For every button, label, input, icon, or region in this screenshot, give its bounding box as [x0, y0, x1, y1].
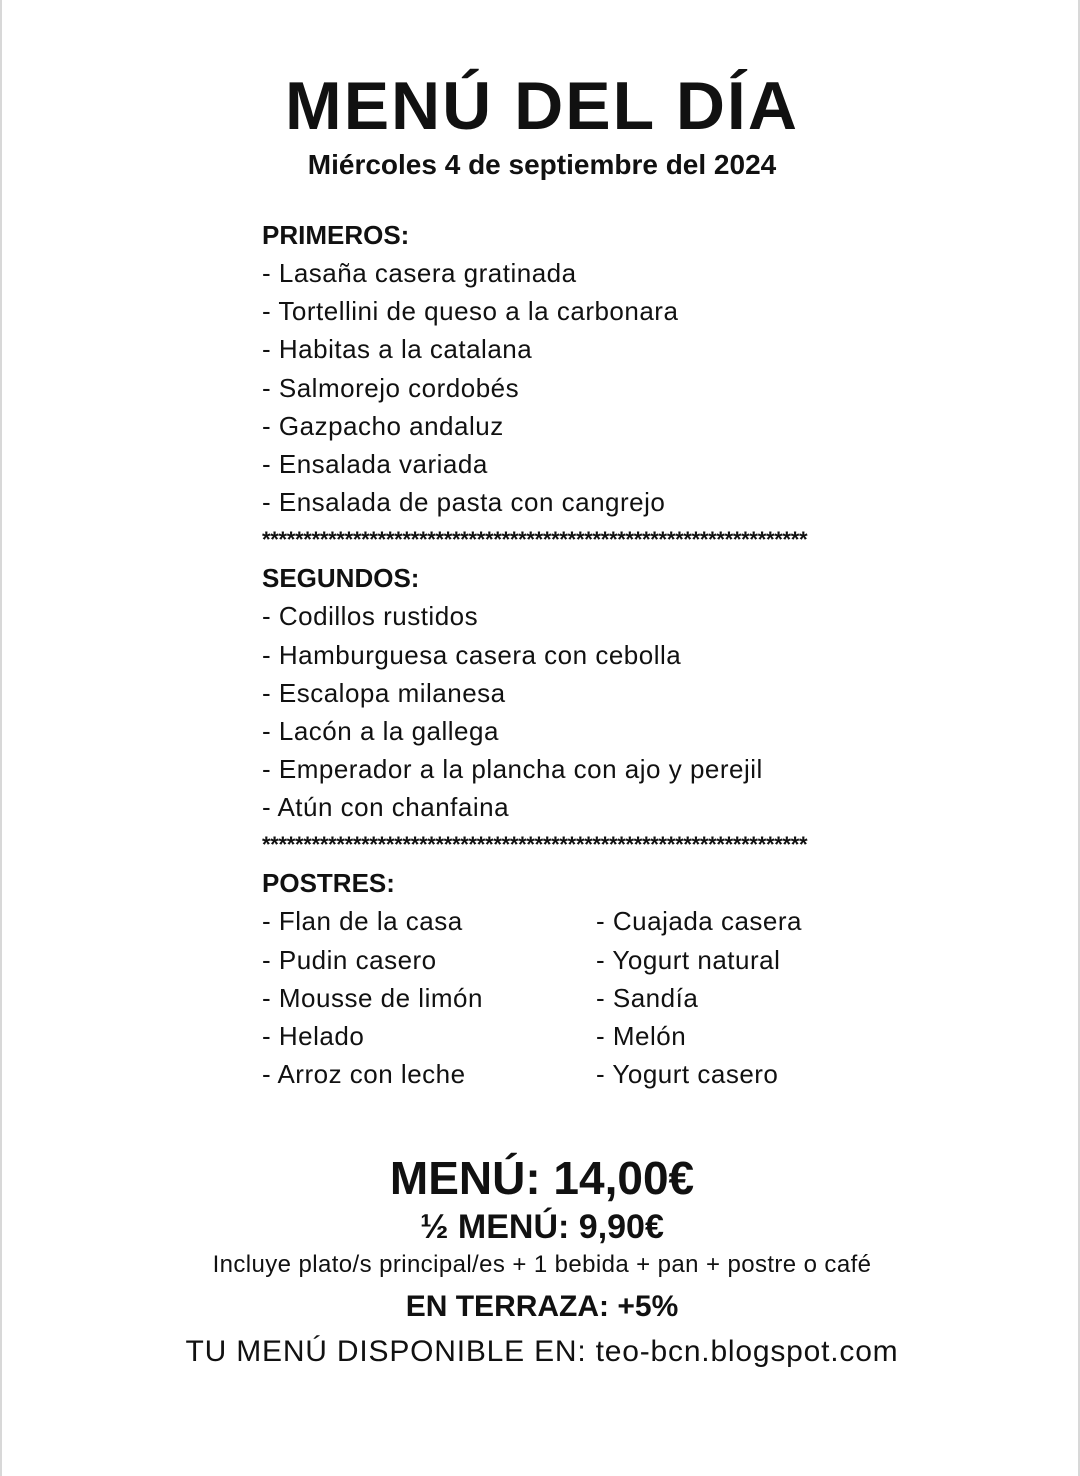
segundos-item: - Hamburguesa casera con cebolla — [262, 639, 682, 670]
postres-item: - Yogurt natural — [596, 944, 781, 975]
segundos-item: - Emperador a la plancha con ajo y perejil — [262, 754, 763, 785]
primeros-item: - Ensalada variada — [262, 448, 488, 479]
primeros-item: - Salmorejo cordobés — [262, 372, 520, 403]
terrace-surcharge: EN TERRAZA: +5% — [405, 1290, 679, 1323]
page-title: MENÚ DEL DÍA — [285, 68, 799, 144]
segundos-item: - Lacón a la gallega — [262, 715, 499, 746]
half-menu-price: ½ MENÚ: 9,90€ — [420, 1208, 664, 1246]
menu-availability: TU MENÚ DISPONIBLE EN: teo-bcn.blogspot.com — [185, 1335, 899, 1368]
postres-item: - Yogurt casero — [596, 1059, 779, 1090]
postres-item: - Helado — [262, 1021, 365, 1051]
postres-item: - Melón — [596, 1021, 687, 1051]
primeros-item: - Habitas a la catalana — [262, 334, 533, 365]
primeros-item: - Gazpacho andaluz — [262, 410, 504, 441]
menu-date: Miércoles 4 de septiembre del 2024 — [307, 149, 777, 180]
postres-item: - Mousse de limón — [262, 982, 483, 1013]
segundos-item: - Codillos rustidos — [262, 601, 479, 632]
segundos-item: - Atún con chanfaina — [262, 792, 510, 823]
primeros-item: - Tortellini de queso a la carbonara — [262, 296, 679, 327]
postres-column-left — [262, 902, 596, 1093]
segundos-item: - Escalopa milanesa — [262, 677, 506, 708]
postres-heading: POSTRES: — [262, 868, 395, 899]
postres-item: - Arroz con leche — [262, 1059, 466, 1090]
segundos-heading: SEGUNDOS: — [262, 563, 420, 594]
section-separator: ****************************************************************** — [262, 832, 808, 858]
primeros-item: - Lasaña casera gratinada — [262, 258, 577, 288]
postres-item: - Sandía — [596, 982, 699, 1013]
section-separator: ****************************************************************** — [262, 527, 808, 553]
postres-item: - Pudin casero — [262, 944, 437, 975]
postres-column-right — [596, 902, 930, 1093]
menu-price: MENÚ: 14,00€ — [389, 1152, 695, 1204]
postres-item: - Cuajada casera — [596, 906, 802, 937]
pricing-block — [2, 1150, 1080, 1374]
primeros-item: - Ensalada de pasta con cangrejo — [262, 487, 666, 518]
primeros-heading: PRIMEROS: — [262, 220, 410, 250]
postres-item: - Flan de la casa — [262, 906, 463, 937]
menu-body — [262, 216, 1022, 1093]
postres-list — [262, 902, 1022, 1093]
menu-includes: Incluye plato/s principal/es + 1 bebida + pan + postre o café — [212, 1251, 872, 1278]
